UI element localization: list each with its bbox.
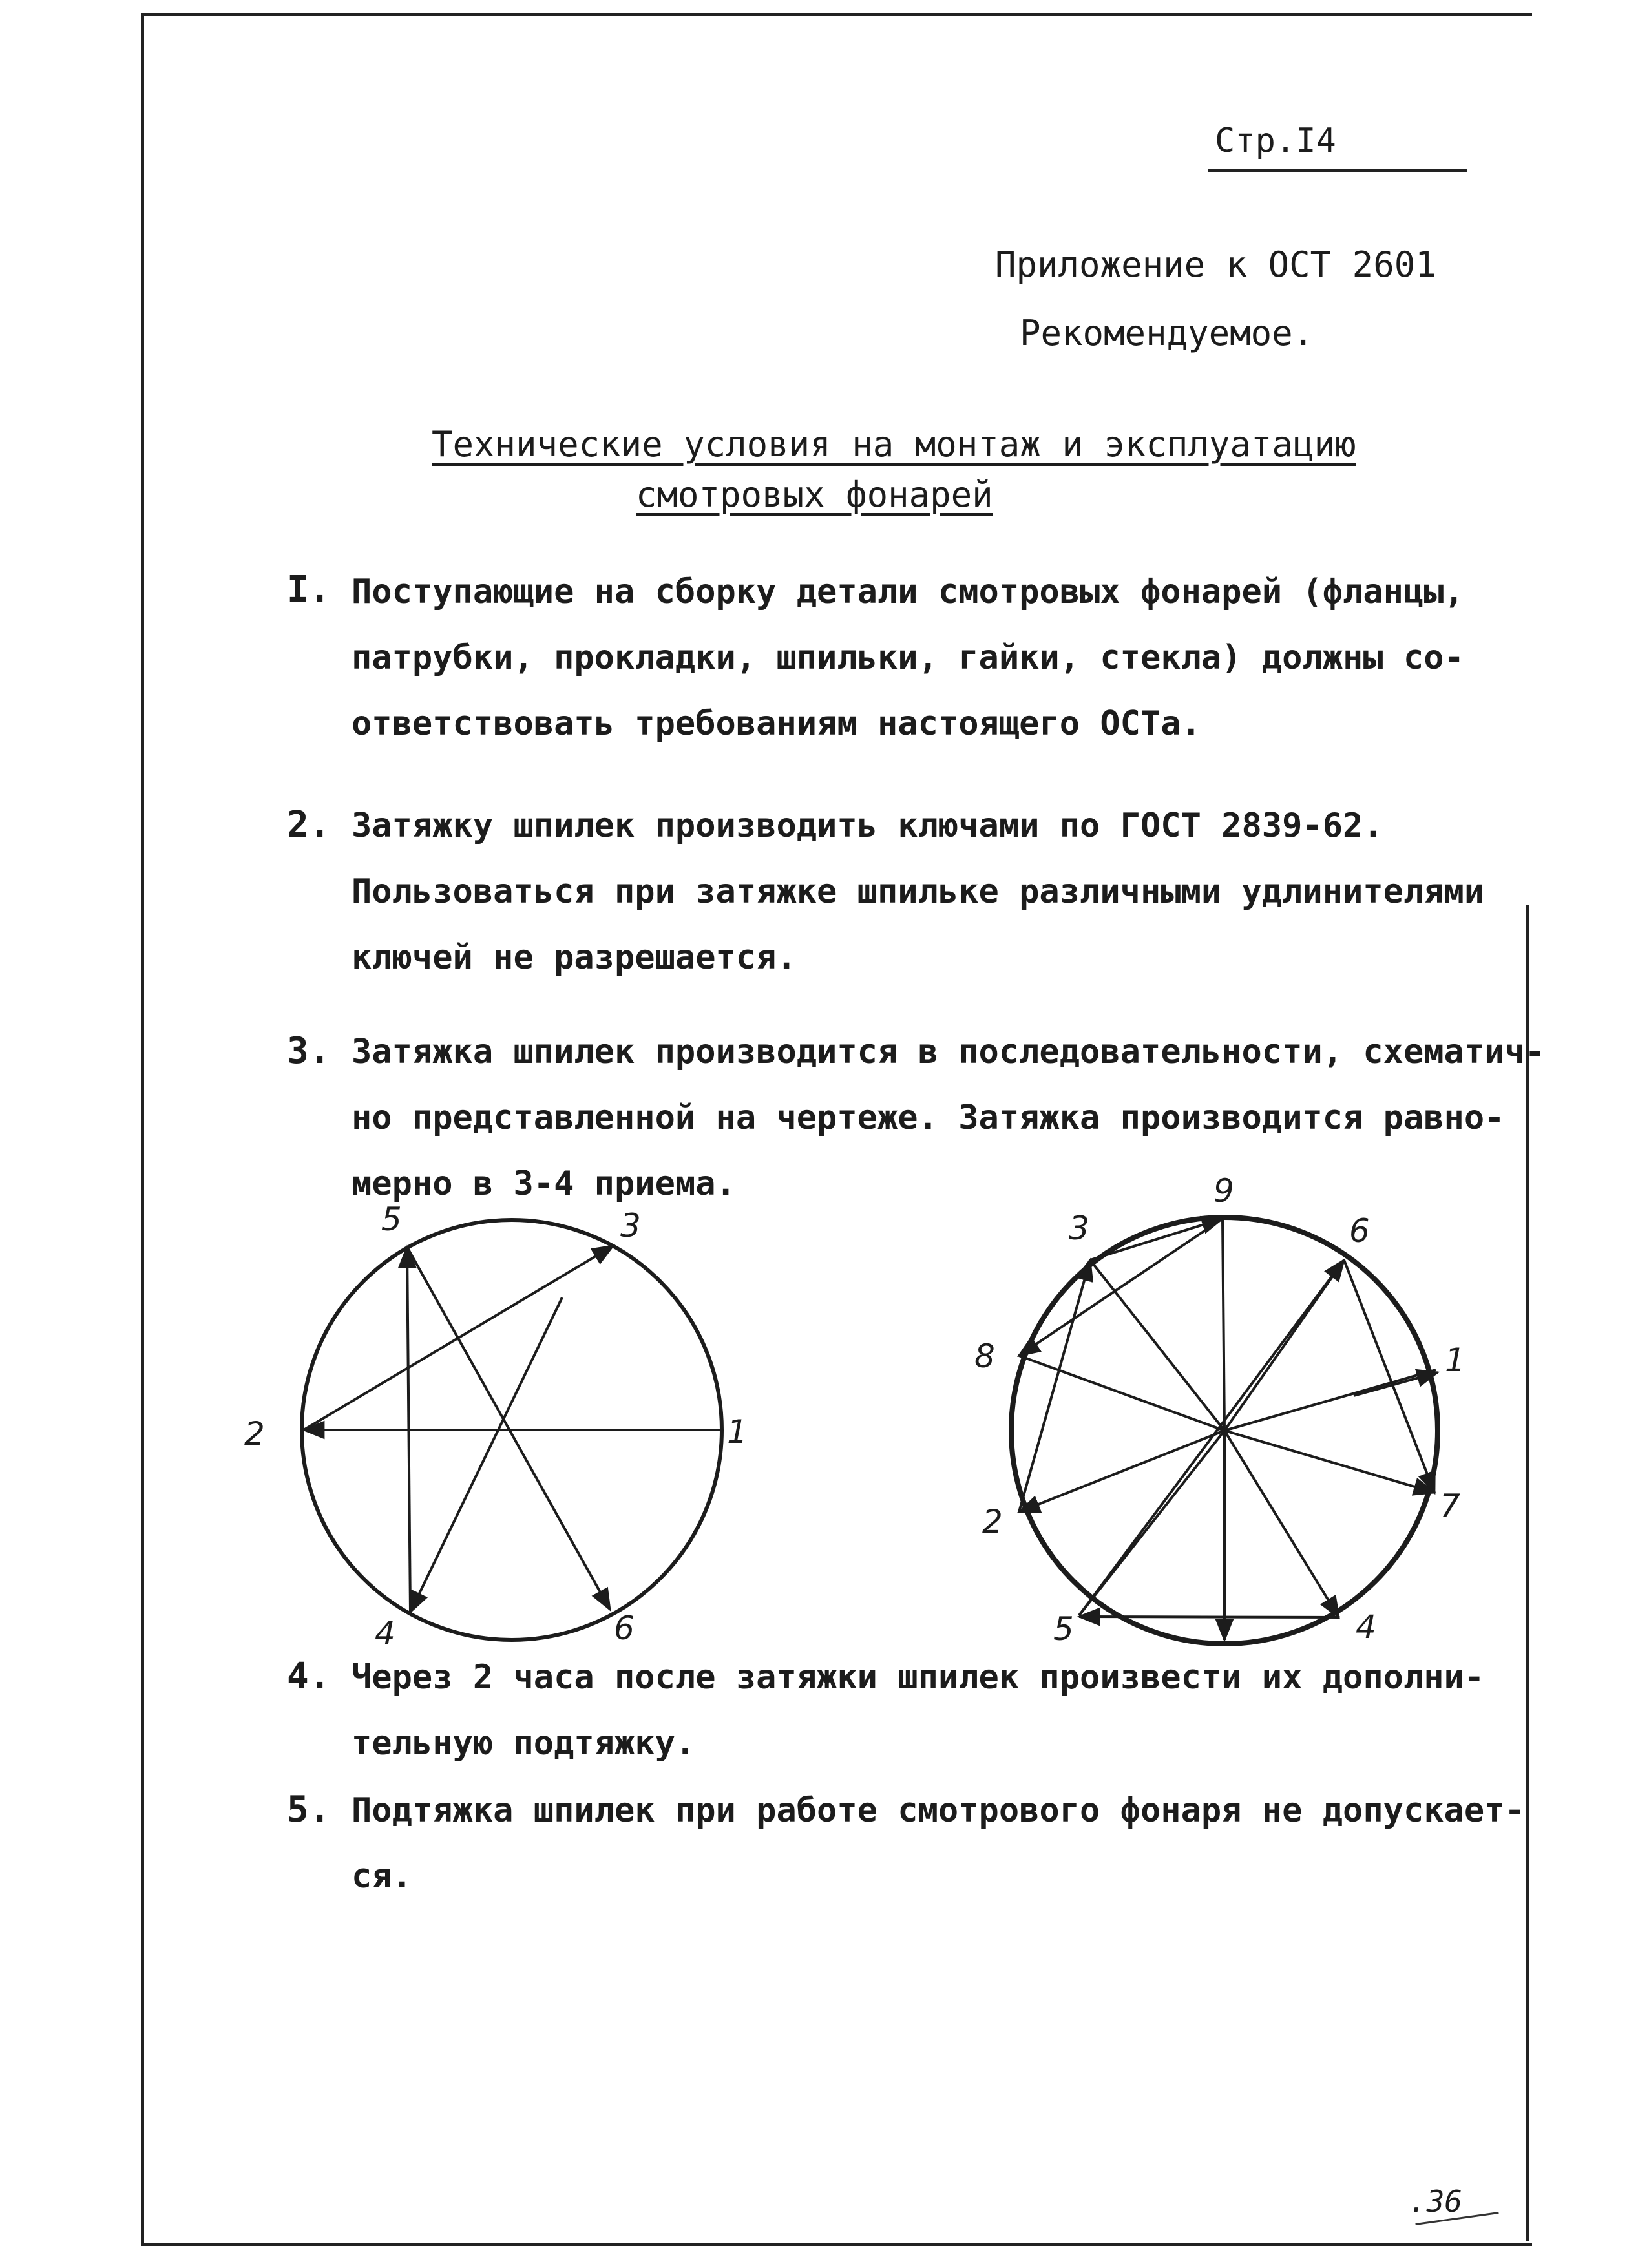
page-frame-right-edge xyxy=(1526,905,1529,2241)
bolt-label-5: 5 xyxy=(381,1201,402,1238)
item-3-line-2: но представленной на чертеже. Затяжка производится равно- xyxy=(352,1098,1505,1137)
item-1-line-3: ответствовать требованиям настоящего ОСТа. xyxy=(352,704,1201,743)
bolt-label-6: 6 xyxy=(1349,1212,1370,1250)
sequence-arrow-4-to-5 xyxy=(407,1247,410,1612)
page-number-underline xyxy=(1208,169,1467,172)
bolt-label-2: 2 xyxy=(982,1503,1003,1540)
bolt-label-9: 9 xyxy=(1213,1172,1234,1210)
bolt-label-4: 4 xyxy=(1356,1608,1376,1646)
item-5-number: 5. xyxy=(287,1789,331,1831)
radial-line-9 xyxy=(1223,1219,1224,1431)
document-title-line-2: смотровых фонарей xyxy=(636,474,993,515)
bolt-label-8: 8 xyxy=(974,1338,995,1375)
bolt-label-3: 3 xyxy=(620,1207,641,1244)
bolt-label-4: 4 xyxy=(375,1615,395,1652)
item-1-line-2: патрубки, прокладки, шпильки, гайки, стекла) должны со- xyxy=(352,638,1464,677)
item-1-number: I. xyxy=(287,569,331,611)
sequence-arrow-3-to-9 xyxy=(1090,1219,1223,1260)
status-recommended: Рекомендуемое. xyxy=(1020,313,1314,353)
page-number: Стр.I4 xyxy=(1215,121,1336,160)
bolt-label-7: 7 xyxy=(1440,1487,1460,1525)
item-4-line-2: тельную подтяжку. xyxy=(352,1724,696,1763)
item-3-line-1: Затяжка шпилек производится в последовательности, схематич- xyxy=(352,1033,1546,1071)
bolt-label-6: 6 xyxy=(614,1610,635,1647)
item-4-number: 4. xyxy=(287,1655,331,1697)
item-2-line-1: Затяжку шпилек производить ключами по ГОСТ 2839-62. xyxy=(352,806,1383,845)
item-5-line-2: ся. xyxy=(352,1857,412,1896)
item-1-line-1: Поступающие на сборку детали смотровых фонарей (фланцы, xyxy=(352,572,1464,611)
item-3-number: 3. xyxy=(287,1030,331,1072)
item-3-line-3: мерно в 3-4 приема. xyxy=(352,1164,736,1203)
appendix-reference: Приложение к ОСТ 2601 xyxy=(995,244,1436,285)
six-bolt-tightening-diagram xyxy=(233,1189,762,1654)
bolt-label-1: 1 xyxy=(1445,1341,1465,1379)
item-2-number: 2. xyxy=(287,804,331,846)
item-2-line-3: ключей не разрешается. xyxy=(352,938,797,977)
item-4-line-1: Через 2 часа после затяжки шпилек произвести их дополни- xyxy=(352,1658,1485,1697)
sequence-arrow-3-to-4 xyxy=(410,1297,562,1612)
sequence-arrow-9-to-8 xyxy=(1019,1219,1223,1356)
bolt-label-2: 2 xyxy=(244,1415,265,1453)
item-2-line-2: Пользоваться при затяжке шпильке различными удлинителями xyxy=(352,872,1485,911)
item-5-line-1: Подтяжка шпилек при работе смотрового фонаря не допускает- xyxy=(352,1791,1525,1830)
nine-bolt-tightening-diagram xyxy=(956,1163,1486,1654)
handwritten-page-mark: .36 xyxy=(1409,2184,1463,2219)
bolt-label-1: 1 xyxy=(727,1413,748,1451)
document-title-line-1: Технические условия на монтаж и эксплуатацию xyxy=(432,424,1356,465)
bolt-label-3: 3 xyxy=(1069,1210,1089,1247)
bolt-label-5: 5 xyxy=(1053,1610,1074,1648)
